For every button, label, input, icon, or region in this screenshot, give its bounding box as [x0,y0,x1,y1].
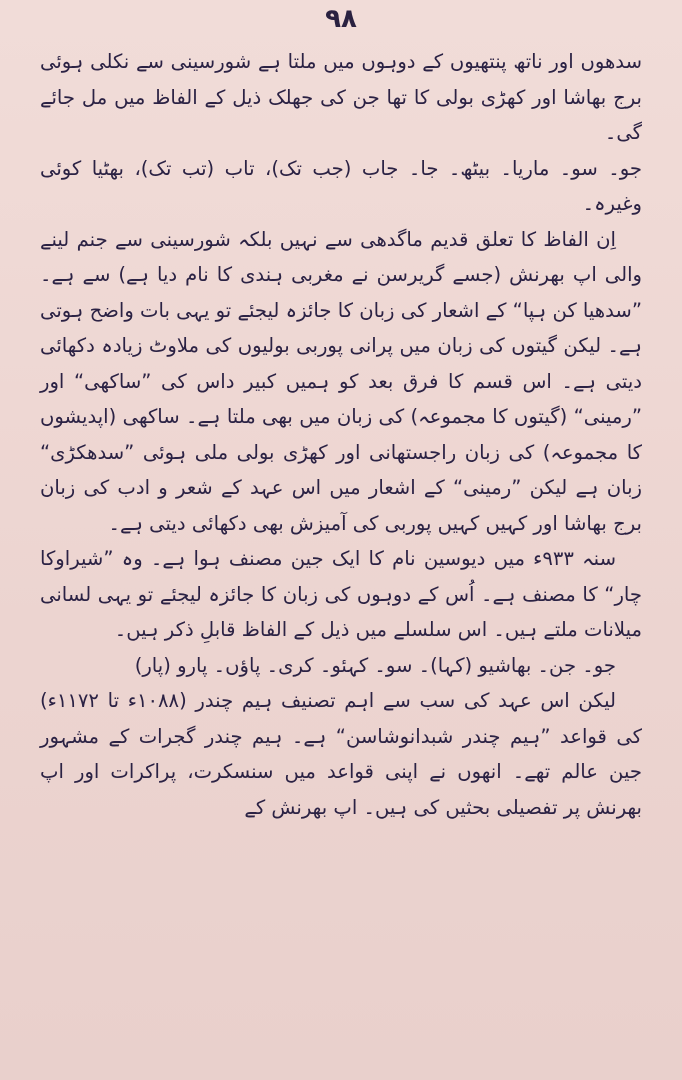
paragraph-1: سدھوں اور ناتھ پنتھیوں کے دوہوں میں ملتا ہے شورسینی سے نکلی ہوئی برج بھاشا اور کھڑی بولی کا تھا جن کی جھلک ذیل کے الفاظ میں مل جائے گی۔ [40,50,642,144]
paragraph-3: اِن الفاظ کا تعلق قدیم ماگدھی سے نہیں بلکہ شورسینی سے جنم لینے والی اپ بھرنش (جسے گریرسن نے مغربی ہندی کا نام دیا ہے) سے ہے۔ ”سدھیا کن ہپا“ کے اشعار کی زبان کا جائزہ لیجئے تو یہی بات واضح ہوتی ہے۔ لیکن گیتوں کی زبان میں پرانی پوربی بولیوں کی ملاوٹ زیادہ دکھائی دیتی ہے۔ اس قسم کا فرق بعد کو ہمیں کبیر داس کی ”ساکھی“ اور ”رمینی“ (گیتوں کا مجموعہ) کی زبان میں بھی ملتا ہے۔ ساکھی (اپدیشوں کا مجموعہ) کی زبان راجستھانی اور کھڑی بولی ملی ہوئی ”سدھکڑی“ زبان ہے لیکن ”رمینی“ کے اشعار میں اس عہد کے شعر و ادب کی زبان برج بھاشا اور کہیں کہیں پوربی کی آمیزش بھی دکھائی دیتی ہے۔ [40,227,642,535]
paragraph-4: سنہ ۹۳۳ء میں دیوسین نام کا ایک جین مصنف ہوا ہے۔ وہ ”شیراوکا چار“ کا مصنف ہے۔ اُس کے دوہوں کی زبان کا جائزہ لیجئے تو یہی لسانی میلانات ملتے ہیں۔ اس سلسلے میں ذیل کے الفاظ قابلِ ذکر ہیں۔ [40,547,642,641]
paragraph-6: لیکن اس عہد کی سب سے اہم تصنیف ہیم چندر (۱۰۸۸ء تا ۱۱۷۲ء) کی قواعد ”ہیم چندر شبدانوشاسن“ ہے۔ ہیم چندر گجرات کے مشہور جین عالم تھے۔ انھوں نے اپنی قواعد میں سنسکرت، پراکرات اور اپ بھرنش پر تفصیلی بحثیں کی ہیں۔ اپ بھرنش کے [40,689,642,819]
paragraph-2: جو۔ سو۔ ماریا۔ بیٹھ۔ جا۔ جاب (جب تک)، تاب (تب تک)، بھٹیا کوئی وغیرہ۔ [40,156,642,215]
paragraph-5: جو۔ جن۔ بھاشیو (کہا)۔ سو۔ کہئو۔ کری۔ پاؤں۔ پارو (پار) [134,653,616,677]
page-number: ۹۸ [325,4,357,34]
body-text [40,44,642,825]
